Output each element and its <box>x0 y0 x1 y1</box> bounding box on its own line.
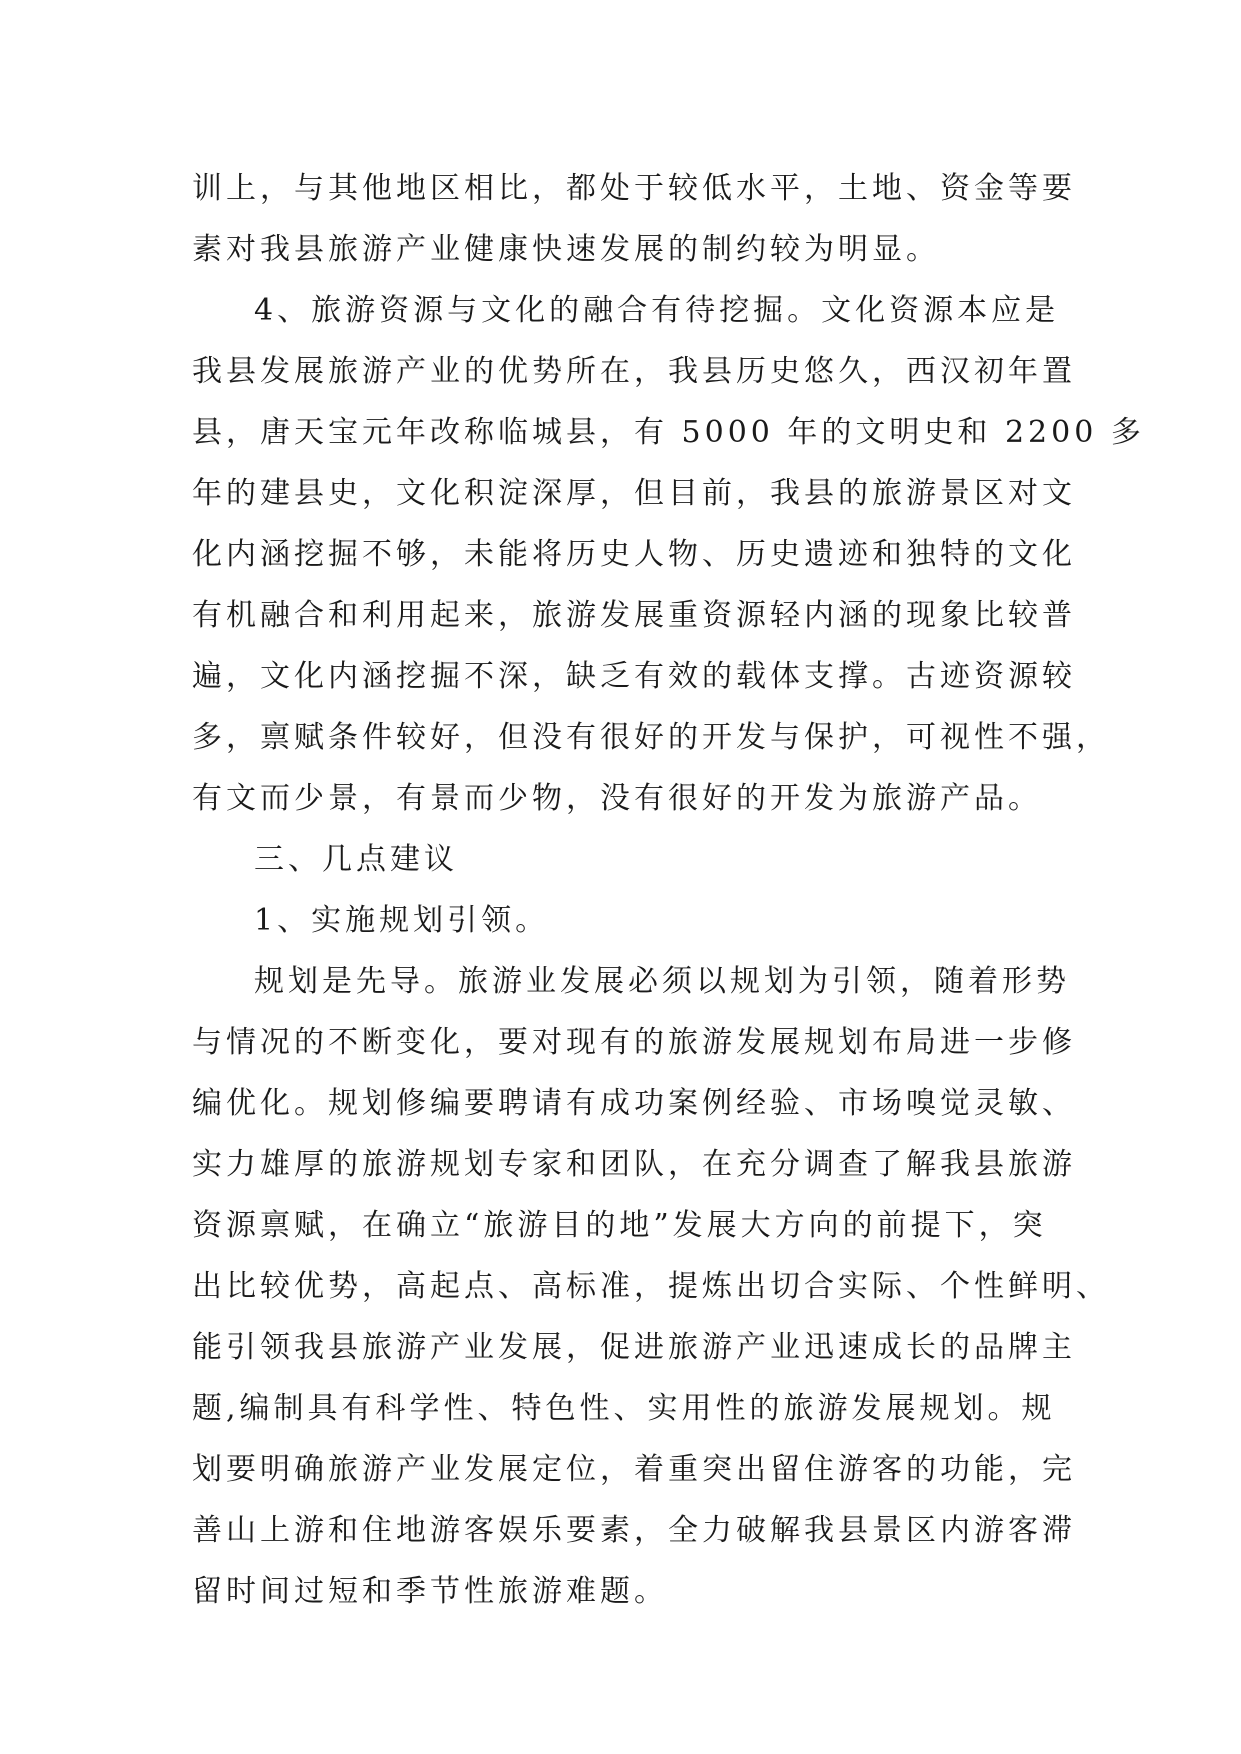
subsection-heading: 1、实施规划引领。 <box>254 903 550 938</box>
paragraph-start-line: 规划是先导。旅游业发展必须以规划为引领，随着形势 <box>254 964 1070 999</box>
text-line: 化内涵挖掘不够，未能将历史人物、历史遗迹和独特的文化 <box>192 537 1076 572</box>
paragraph-start-line: 4、旅游资源与文化的融合有待挖掘。文化资源本应是 <box>254 293 1060 328</box>
text-line: 我县发展旅游产业的优势所在，我县历史悠久，西汉初年置 <box>192 354 1076 389</box>
text-line: 素对我县旅游产业健康快速发展的制约较为明显。 <box>192 232 940 267</box>
text-line: 题,编制具有科学性、特色性、实用性的旅游发展规划。规 <box>192 1391 1056 1426</box>
text-line: 编优化。规划修编要聘请有成功案例经验、市场嗅觉灵敏、 <box>192 1086 1076 1121</box>
body-text <box>192 158 1145 1622</box>
text-line: 与情况的不断变化，要对现有的旅游发展规划布局进一步修 <box>192 1025 1076 1060</box>
text-line: 遍，文化内涵挖掘不深，缺乏有效的载体支撑。古迹资源较 <box>192 659 1076 694</box>
text-line: 留时间过短和季节性旅游难题。 <box>192 1574 668 1609</box>
text-line: 有文而少景，有景而少物，没有很好的开发为旅游产品。 <box>192 781 1042 816</box>
text-line: 出比较优势，高起点、高标准，提炼出切合实际、个性鲜明、 <box>192 1269 1110 1304</box>
text-line: 实力雄厚的旅游规划专家和团队，在充分调查了解我县旅游 <box>192 1147 1076 1182</box>
section-heading: 三、几点建议 <box>254 842 458 877</box>
text-line: 资源禀赋，在确立“旅游目的地”发展大方向的前提下，突 <box>192 1208 1047 1243</box>
text-line: 县，唐天宝元年改称临城县，有 5000 年的文明史和 2200 多 <box>192 415 1145 450</box>
text-line: 训上，与其他地区相比，都处于较低水平，土地、资金等要 <box>192 171 1076 206</box>
text-line: 善山上游和住地游客娱乐要素，全力破解我县景区内游客滞 <box>192 1513 1076 1548</box>
text-line: 能引领我县旅游产业发展，促进旅游产业迅速成长的品牌主 <box>192 1330 1076 1365</box>
text-line: 有机融合和利用起来，旅游发展重资源轻内涵的现象比较普 <box>192 598 1076 633</box>
text-line: 多，禀赋条件较好，但没有很好的开发与保护，可视性不强， <box>192 720 1110 755</box>
text-line: 年的建县史，文化积淀深厚，但目前，我县的旅游景区对文 <box>192 476 1076 511</box>
text-line: 划要明确旅游产业发展定位，着重突出留住游客的功能，完 <box>192 1452 1076 1487</box>
